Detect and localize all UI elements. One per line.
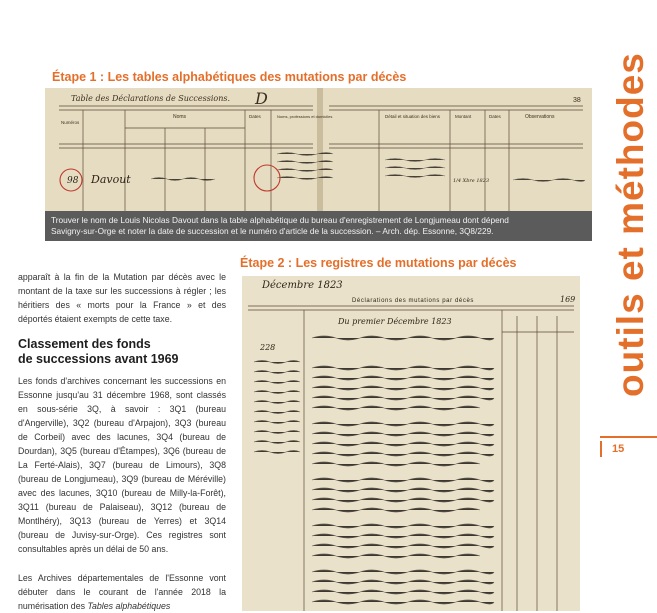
register-illustration [242, 276, 580, 611]
registre-mutations-scan [242, 276, 580, 611]
step1-title: Étape 1 : Les tables alphabétiques des mutations par décès [52, 70, 407, 84]
ledger-page-no: 38 [573, 97, 581, 104]
register-header: Déclarations des mutations par décès [352, 298, 474, 304]
figure-caption [45, 211, 592, 241]
col-dates: Dates [249, 114, 261, 119]
ledger-header: Table des Déclarations de Successions. [71, 94, 230, 103]
col-noms: Noms [173, 114, 187, 120]
heading-line-2: de successions avant 1969 [18, 352, 179, 366]
col-montant: Montant [455, 114, 472, 119]
col-dates-2: Dates [489, 114, 501, 119]
step2-title: Étape 2 : Les registres de mutations par décès [240, 256, 517, 270]
entry-name: Davout [91, 173, 131, 186]
col-detail: Détail et situation des biens [385, 114, 441, 119]
numerisation-italic: Tables alphabétiques [87, 601, 171, 611]
section-label: outils et méthodes [610, 52, 651, 398]
register-month: Décembre 1823 [262, 280, 343, 291]
intro-paragraph: apparaît à la fin de la Mutation par décès avec le montant de la taxe sur les successions à régler ; les héritiers des « morts pour la France » et des déportés étaient exempts de cette taxe. [18, 272, 226, 324]
section-heading [18, 337, 218, 367]
heading-line-1: Classement des fonds [18, 337, 151, 351]
numerisation-text: Les Archives départementales de l'Essonne vont débuter dans le courant de l'année 2018 la numérisation des [18, 573, 226, 611]
fonds-paragraph: Les fonds d'archives concernant les successions en Essonne jusqu'au 31 décembre 1968, sont classés en sous-série 3Q, à savoir : 3Q1 (bureau d'Angerville), 3Q2 (bureau d'Arpajon), 3Q3 (bureau de Corbeil) avec des lacunes, 3Q4 (bureau de Dourdan), 3Q5 (bureau d'Étampes), 3Q6 (bureau de La Ferté-Alais), 3Q7 (bureau de Limours), 3Q8 (bureau de Longjumeau), 3Q9 (bureau de Méréville) avec des lacunes, 3Q10 (bureau de Milly-la-Forêt), 3Q11 (bureau de Palaiseau), 3Q12 (bureau de Montlhéry), 3Q13 (bureau de Yerres) et 3Q14 (bureau de Juvisy-sur-Orge). Ces registres sont consultables après un délai de 50 ans. [18, 376, 226, 554]
table-alphabetique-scan [45, 88, 592, 211]
col-numeros: Numéros [61, 120, 80, 125]
register-page-no: 169 [560, 295, 576, 304]
col-observations: Observations [525, 114, 555, 120]
svg-text:1/4 Xbre 1823: 1/4 Xbre 1823 [453, 178, 490, 184]
ledger-illustration [45, 88, 592, 211]
caption-line-2: Savigny-sur-Orge et noter la date de succession et le numéro d'article de la succession. – Arch. dép. Essonne, 3Q8/229. [51, 226, 494, 236]
register-entry: Du premier Décembre 1823 [338, 317, 452, 326]
numerisation-paragraph [18, 571, 226, 613]
page-number: 15 [600, 441, 657, 457]
ledger-letter: D [255, 89, 268, 108]
register-number: 228 [260, 343, 276, 352]
entry-number: 98 [67, 176, 79, 186]
section-divider [600, 436, 657, 438]
col-professions: Noms, professions et domiciles [277, 114, 333, 119]
caption-line-1: Trouver le nom de Louis Nicolas Davout dans la table alphabétique du bureau d'enregistrement de Longjumeau dont dépend [51, 215, 509, 225]
